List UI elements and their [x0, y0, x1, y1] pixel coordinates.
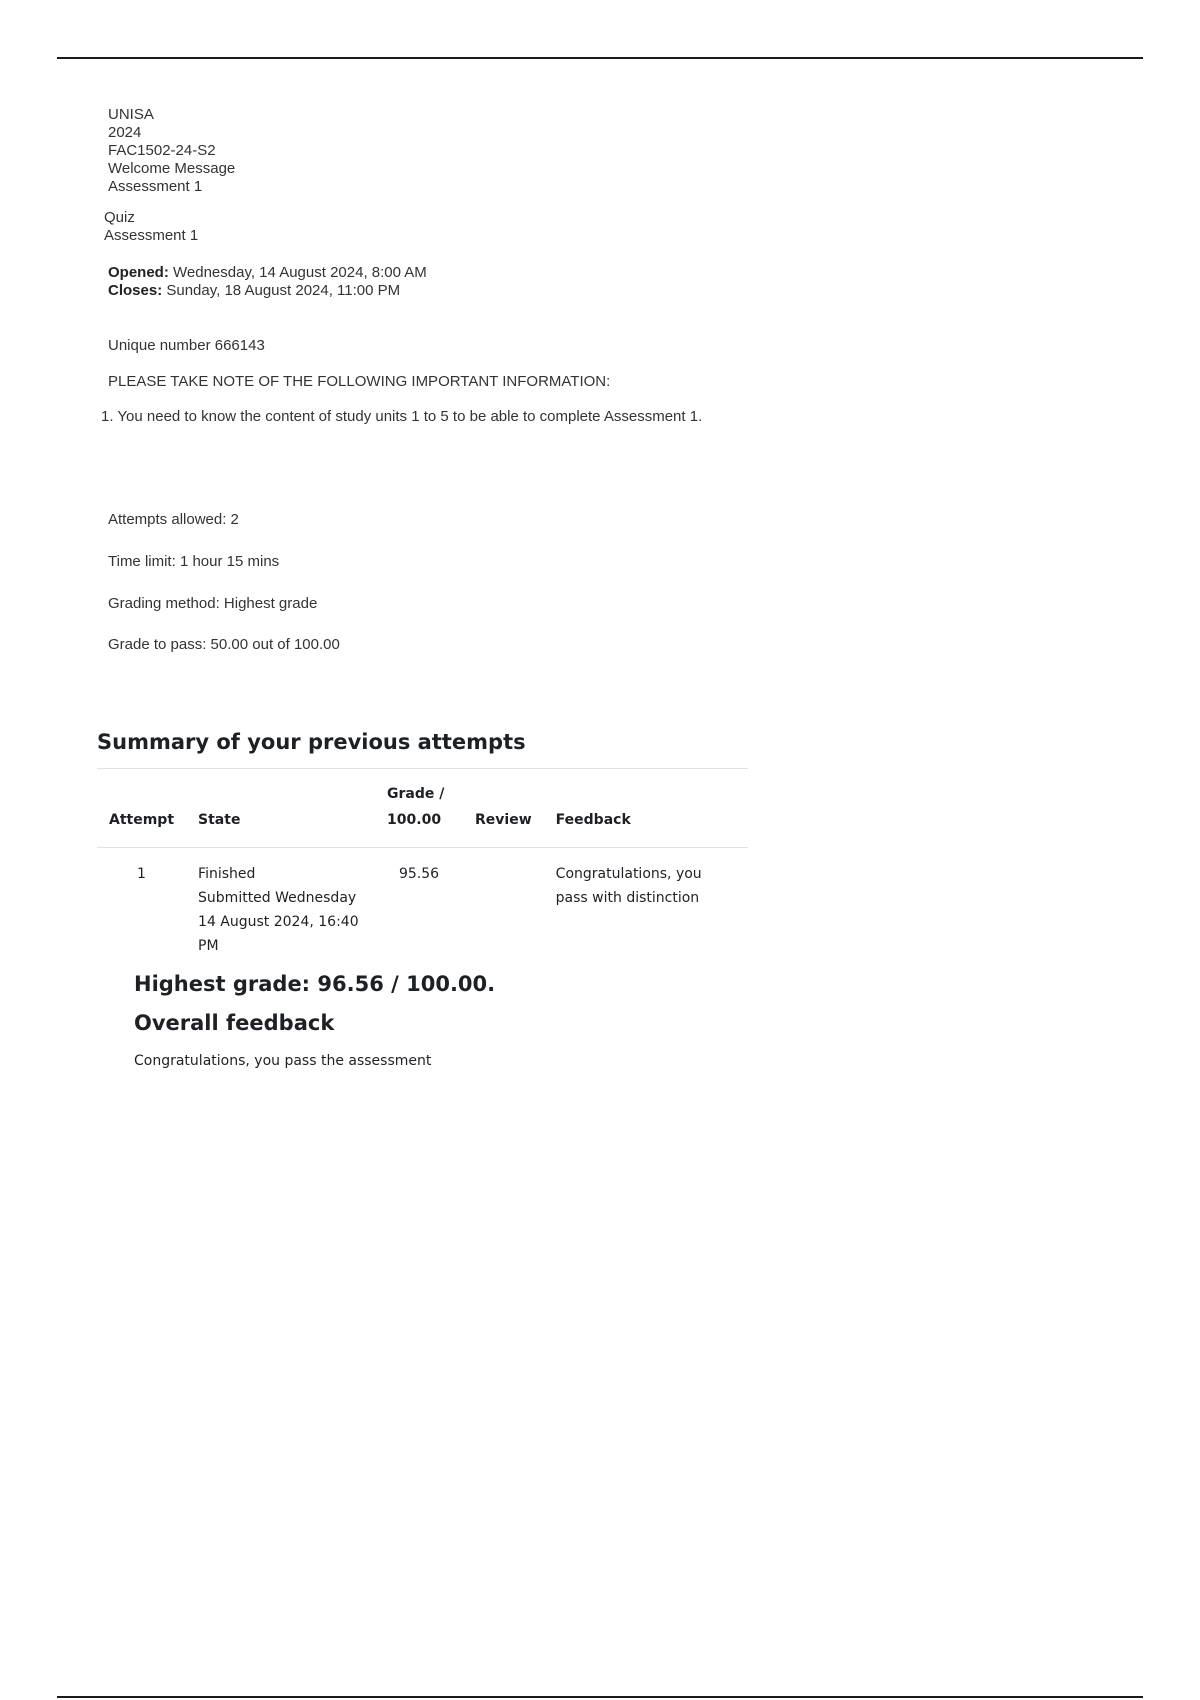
bottom-divider: [57, 1696, 1143, 1698]
activity-type-label: Quiz: [104, 209, 135, 226]
top-divider: [57, 57, 1143, 59]
table-row: [97, 848, 748, 963]
grade-header-line-1: Grade /: [387, 786, 445, 802]
opened-label: Opened:: [108, 264, 169, 281]
grade-to-pass: Grade to pass: 50.00 out of 100.00: [108, 636, 340, 653]
column-header-state: State: [198, 812, 241, 828]
important-note: PLEASE TAKE NOTE OF THE FOLLOWING IMPORTANT INFORMATION:: [108, 373, 611, 390]
attempt-submitted-time-suffix: PM: [198, 938, 219, 954]
activity-title: Assessment 1: [104, 227, 199, 244]
opened-date-row: [108, 264, 427, 282]
attempt-submitted-label: Submitted Wednesday: [198, 890, 357, 906]
grading-method: Grading method: Highest grade: [108, 595, 318, 612]
attempts-table: [97, 768, 748, 962]
column-header-grade: [375, 769, 463, 848]
attempt-grade-cell: 95.56: [398, 866, 440, 882]
activity-header: [104, 209, 198, 245]
attempt-number-cell: 1: [137, 866, 146, 882]
closes-date-row: [108, 282, 427, 300]
overall-feedback-heading: Overall feedback: [134, 1011, 335, 1035]
closes-label: Closes:: [108, 282, 163, 299]
column-header-review: Review: [475, 812, 532, 828]
opened-value: Wednesday, 14 August 2024, 8:00 AM: [173, 264, 427, 281]
grade-header-line-2: 100.00: [387, 812, 442, 828]
attempt-feedback-cell: Congratulations, you pass with distinction: [555, 866, 702, 906]
closes-value: Sunday, 18 August 2024, 11:00 PM: [166, 282, 401, 299]
breadcrumb-item-course[interactable]: FAC1502-24-S2: [108, 142, 216, 159]
breadcrumb-item-activity[interactable]: Assessment 1: [108, 178, 203, 195]
breadcrumb: [108, 106, 235, 196]
time-limit: Time limit: 1 hour 15 mins: [108, 553, 280, 570]
attempt-submitted-date: 14 August 2024, 16:40: [198, 914, 359, 930]
breadcrumb-item-year[interactable]: 2024: [108, 124, 142, 141]
attempts-allowed: Attempts allowed: 2: [108, 511, 239, 528]
activity-dates: [108, 264, 427, 300]
attempt-review-cell[interactable]: [463, 848, 544, 963]
note-item-1: 1. You need to know the content of study units 1 to 5 to be able to complete Assessment 1.: [101, 408, 703, 425]
unique-number: Unique number 666143: [108, 337, 265, 354]
overall-feedback-text: Congratulations, you pass the assessment: [134, 1053, 432, 1069]
table-header-row: [97, 769, 748, 848]
summary-heading: Summary of your previous attempts: [97, 730, 526, 754]
highest-grade: Highest grade: 96.56 / 100.00.: [134, 972, 496, 996]
attempt-state-status: Finished: [198, 866, 256, 882]
column-header-attempt: Attempt: [109, 812, 175, 828]
breadcrumb-item-section[interactable]: Welcome Message: [108, 160, 236, 177]
breadcrumb-item-institution[interactable]: UNISA: [108, 106, 154, 123]
column-header-feedback: Feedback: [555, 812, 631, 828]
attempt-state-cell: [186, 848, 375, 963]
